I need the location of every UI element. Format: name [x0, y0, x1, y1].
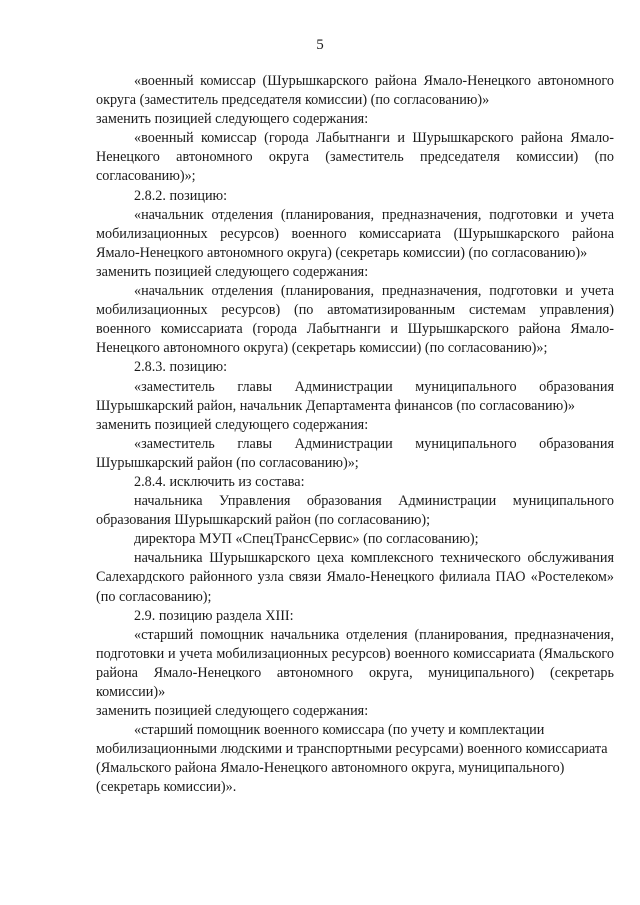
paragraph: директора МУП «СпецТрансСервис» (по согласованию); [134, 531, 479, 548]
paragraph: «военный комиссар (города Лабытнанги и Шурышкарского района Ямало-Ненецкого автономного округа (заместитель председателя комиссии) (по согласованию)»; [96, 130, 614, 185]
paragraph: заменить позицией следующего содержания: [96, 111, 369, 128]
paragraph: «старший помощник военного комиссара (по учету и комплектации мобилизационными людскими и транспортными ресурсами) военного комиссариата (Ямальского района Ямало-Ненецкого автономного округа, муниципального) (секретарь комиссии)». [96, 722, 608, 796]
paragraph: «заместитель главы Администрации муниципального образования Шурышкарский район, начальник Департамента финансов (по согласованию)» [96, 378, 614, 414]
paragraph: «военный комиссар (Шурышкарского района Ямало-Ненецкого автономного округа (заместитель председателя комиссии) (по согласованию)» [96, 73, 614, 109]
paragraph: «начальник отделения (планирования, предназначения, подготовки и учета мобилизационных ресурсов) (по автоматизированным системам управления) военного комиссариата (города Лабытнанги и Шурышкарского района Ямало-Ненецкого автономного округа) (секретарь комиссии) (по согласованию)»; [96, 283, 614, 357]
paragraph: заменить позицией следующего содержания: [96, 703, 369, 720]
paragraph: 2.8.4. исключить из состава: [134, 473, 305, 490]
paragraph: 2.9. позицию раздела XIII: [134, 607, 294, 624]
paragraph: 2.8.3. позицию: [134, 359, 228, 376]
paragraph: 2.8.2. позицию: [134, 187, 228, 204]
paragraph: «заместитель главы Администрации муниципального образования Шурышкарский район (по согласованию)»; [96, 435, 614, 471]
document-body [96, 72, 614, 798]
paragraph: «начальник отделения (планирования, предназначения, подготовки и учета мобилизационных ресурсов) военного комиссариата (Шурышкарского района Ямало-Ненецкого автономного округа) (секретарь комиссии) (по согласованию)» [96, 206, 614, 261]
paragraph: начальника Шурышкарского цеха комплексного технического обслуживания Салехардского районного узла связи Ямало-Ненецкого филиала ПАО «Ростелеком» (по согласованию); [96, 550, 614, 605]
paragraph: заменить позицией следующего содержания: [96, 416, 369, 433]
paragraph: начальника Управления образования Администрации муниципального образования Шурышкарский район (по согласованию); [96, 493, 614, 529]
paragraph: «старший помощник начальника отделения (планирования, предназначения, подготовки и учета мобилизационных ресурсов) военного комиссариата (Ямальского района Ямало-Ненецкого автономного округа, муниципального) (секретарь комиссии)» [96, 626, 614, 700]
page-number: 5 [316, 37, 324, 53]
paragraph: заменить позицией следующего содержания: [96, 263, 369, 280]
